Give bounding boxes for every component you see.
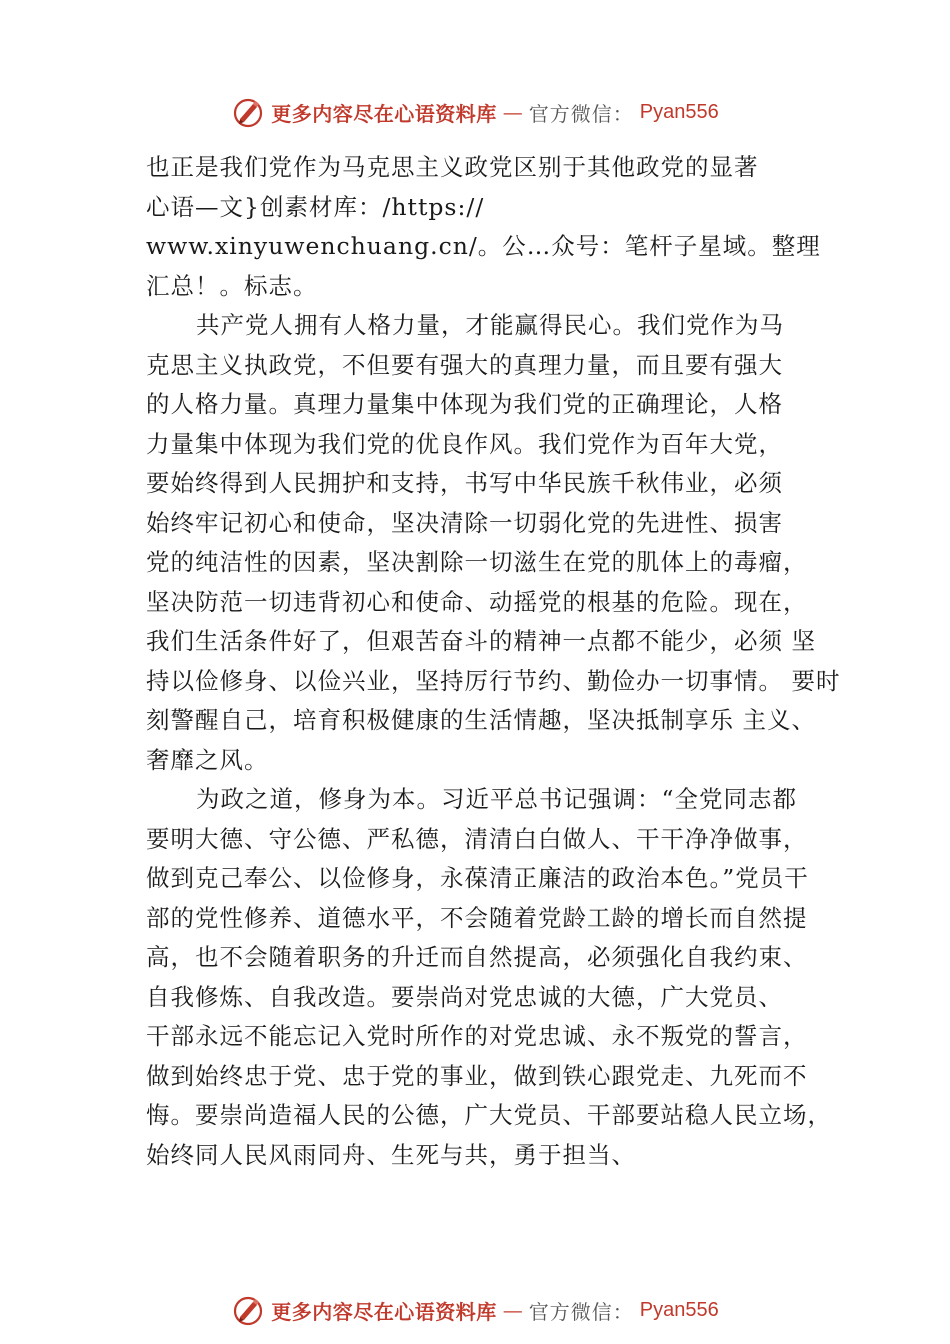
text-line: 心语—文}创素材库：/https:// xyxy=(146,192,485,221)
footer-banner xyxy=(0,1290,950,1330)
pen-seal-icon xyxy=(231,1293,265,1327)
banner-text: 更多内容尽在心语资料库 xyxy=(271,1299,497,1324)
text-line: 的人格力量。真理力量集中体现为我们党的正确理论，人格 xyxy=(146,390,783,418)
text-line: 要始终得到人民拥护和支持，书写中华民族千秋伟业，必须 xyxy=(146,469,783,497)
paragraph-start-line: 为政之道，修身为本。习近平总书记强调：“全党同志都 xyxy=(196,785,798,813)
text-line: 悔。要崇尚造福人民的公德，广大党员、干部要站稳人民立场， xyxy=(146,1101,832,1129)
text-line: 党的纯洁性的因素，坚决割除一切滋生在党的肌体上的毒瘤， xyxy=(146,548,808,576)
banner-dash: — xyxy=(502,100,523,124)
pen-seal-icon xyxy=(231,95,265,129)
text-line: 也正是我们党作为马克思主义政党区别于其他政党的显著 xyxy=(146,153,759,181)
banner-text: 更多内容尽在心语资料库 xyxy=(271,101,497,126)
text-line: 干部永远不能忘记入党时所作的对党忠诚、永不叛党的誓言， xyxy=(146,1022,808,1050)
text-line: 做到始终忠于党、忠于党的事业，做到铁心跟党走、九死而不 xyxy=(146,1061,808,1090)
text-line: 高，也不会随着职务的升迁而自然提高，必须强化自我约束、 xyxy=(146,943,808,971)
wechat-id: Pyan556 xyxy=(639,100,719,123)
text-line: www.xinyuwenchuang.cn/。公…众号：笔杆子星域。整理 xyxy=(146,232,821,260)
text-line: 刻警醒自己，培育积极健康的生活情趣，坚决抵制享乐 主义、 xyxy=(146,706,816,734)
text-line: 汇总！。标志。 xyxy=(146,271,318,300)
text-line: 部的党性修养、道德水平，不会随着党龄工龄的增长而自然提 xyxy=(146,903,808,932)
text-line: 力量集中体现为我们党的优良作风。我们党作为百年大党， xyxy=(146,429,783,458)
wechat-id: Pyan556 xyxy=(639,1298,719,1321)
text-line: 始终牢记初心和使命，坚决清除一切弱化党的先进性、损害 xyxy=(146,508,783,537)
banner-dash: — xyxy=(502,1298,523,1322)
text-line: 奢靡之风。 xyxy=(146,745,269,774)
text-line: 我们生活条件好了，但艰苦奋斗的精神一点都不能少，必须 坚 xyxy=(146,627,816,655)
paragraph-start-line: 共产党人拥有人格力量，才能赢得民心。我们党作为马 xyxy=(196,311,784,339)
text-line: 做到克己奉公、以俭修身，永葆清正廉洁的政治本色。”党员干 xyxy=(146,864,809,892)
wechat-label: 官方微信： xyxy=(528,1299,634,1324)
text-line: 要明大德、守公德、严私德，清清白白做人、干干净净做事， xyxy=(146,824,808,853)
text-line: 自我修炼、自我改造。要崇尚对党忠诚的大德，广大党员、 xyxy=(146,982,783,1011)
text-line: 坚决防范一切违背初心和使命、动摇党的根基的危险。现在， xyxy=(146,587,808,616)
document-body xyxy=(146,148,841,1175)
text-line: 始终同人民风雨同舟、生死与共，勇于担当、 xyxy=(146,1140,636,1169)
text-line: 持以俭修身、以俭兴业，坚持厉行节约、勤俭办一切事情。 要时 xyxy=(146,666,841,695)
wechat-label: 官方微信： xyxy=(528,101,634,126)
header-banner xyxy=(0,92,950,132)
text-line: 克思主义执政党，不但要有强大的真理力量，而且要有强大 xyxy=(146,350,783,379)
